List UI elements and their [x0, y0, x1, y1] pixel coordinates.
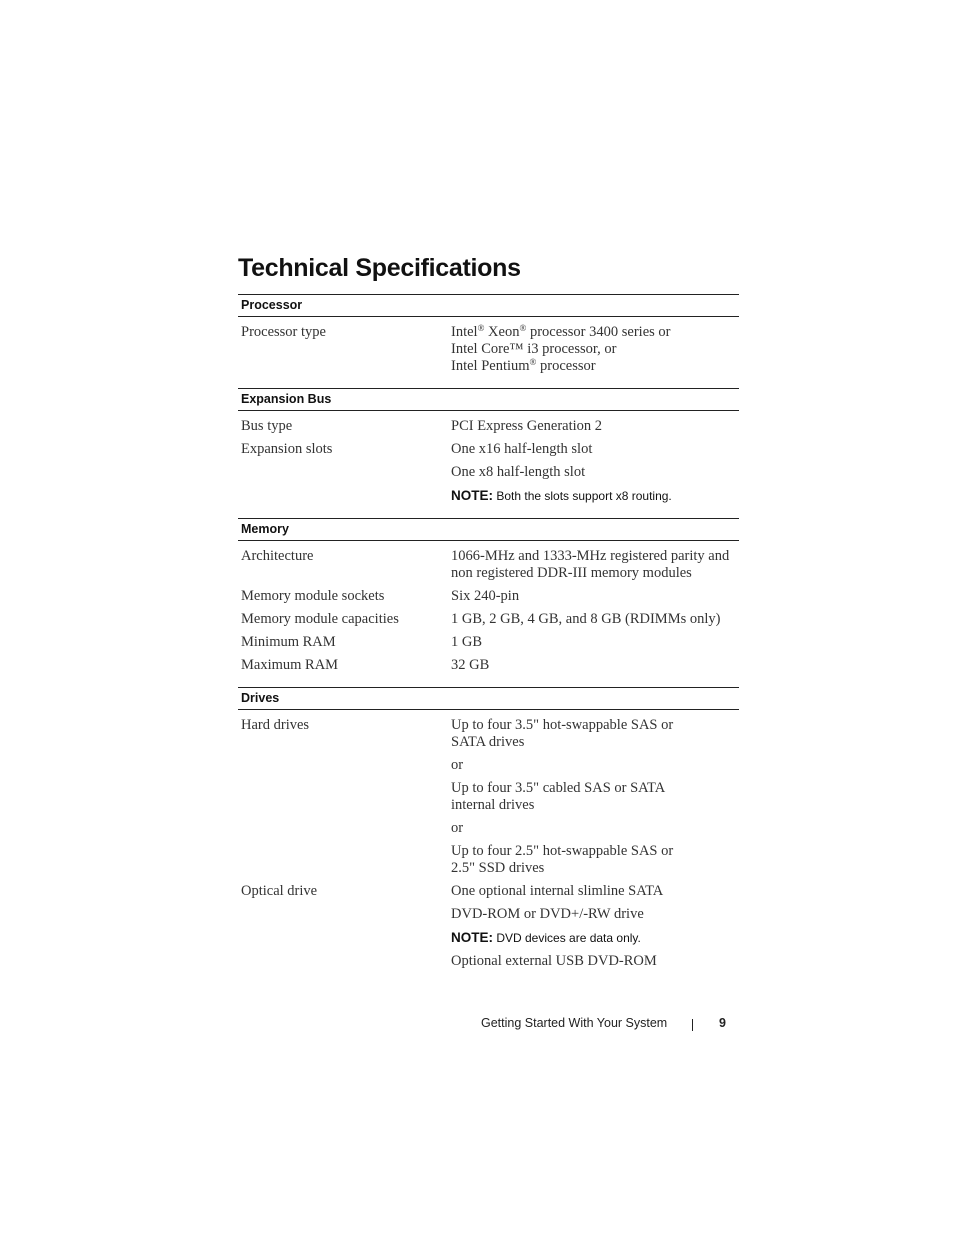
spec-values — [451, 318, 739, 375]
page-number: 9 — [719, 1016, 726, 1030]
spec-value: DVD-ROM or DVD+/-RW drive — [451, 906, 644, 922]
spec-row — [238, 628, 739, 651]
spec-value: Up to four 2.5" hot-swappable SAS or 2.5" SSD drives — [451, 843, 674, 876]
spec-value: PCI Express Generation 2 — [451, 418, 603, 434]
spec-values — [451, 412, 739, 435]
spec-value: Up to four 3.5" hot-swappable SAS or SATA drives — [451, 717, 674, 750]
note-label: NOTE: — [451, 930, 493, 945]
spec-values — [451, 542, 739, 582]
spec-section — [238, 388, 739, 505]
spec-label: Bus type — [241, 418, 293, 434]
section-rows — [238, 541, 739, 674]
spec-value: or — [451, 757, 464, 773]
spec-section — [238, 687, 739, 970]
spec-values — [451, 651, 739, 674]
spec-label: Minimum RAM — [241, 634, 336, 650]
spec-label: Processor type — [241, 324, 326, 340]
spec-values — [451, 877, 739, 970]
spec-value: 1 GB, 2 GB, 4 GB, and 8 GB (RDIMMs only) — [451, 611, 721, 627]
section-rows — [238, 411, 739, 505]
spec-label: Expansion slots — [241, 441, 333, 457]
footer-divider — [692, 1019, 693, 1031]
page-footer — [481, 1016, 726, 1030]
spec-value: Intel® Xeon® processor 3400 series or Intel Core™ i3 processor, or Intel Pentium® processor — [451, 323, 671, 374]
footer-text: Getting Started With Your System — [481, 1016, 668, 1030]
spec-label: Hard drives — [241, 717, 310, 733]
spec-section — [238, 294, 739, 375]
spec-label: Memory module capacities — [241, 611, 399, 627]
spec-row — [238, 651, 739, 674]
note-text: Both the slots support x8 routing. — [493, 489, 672, 503]
spec-value: 1 GB — [451, 634, 483, 650]
section-header: Processor — [238, 294, 739, 317]
note-text: DVD devices are data only. — [493, 931, 641, 945]
spec-row — [238, 542, 739, 582]
spec-value: One optional internal slimline SATA — [451, 883, 664, 899]
note-label: NOTE: — [451, 488, 493, 503]
spec-values — [451, 435, 739, 505]
spec-row — [238, 877, 739, 970]
spec-value: 1066-MHz and 1333-MHz registered parity and non registered DDR-III memory modules — [451, 548, 730, 581]
section-rows — [238, 317, 739, 375]
spec-values — [451, 628, 739, 651]
spec-values — [451, 711, 739, 877]
spec-row — [238, 435, 739, 505]
spec-value: Optional external USB DVD-ROM — [451, 953, 657, 969]
spec-row — [238, 582, 739, 605]
spec-label: Architecture — [241, 548, 314, 564]
spec-label: Memory module sockets — [241, 588, 385, 604]
note — [451, 929, 739, 947]
spec-value: One x8 half-length slot — [451, 464, 586, 480]
spec-value: Six 240-pin — [451, 588, 520, 604]
spec-label: Optical drive — [241, 883, 318, 899]
spec-values — [451, 582, 739, 605]
section-header: Expansion Bus — [238, 388, 739, 411]
spec-row — [238, 711, 739, 877]
spec-row — [238, 412, 739, 435]
note — [451, 487, 739, 505]
spec-section — [238, 518, 739, 674]
specifications-table — [238, 294, 739, 983]
section-header: Drives — [238, 687, 739, 710]
section-rows — [238, 710, 739, 970]
spec-value: Up to four 3.5" cabled SAS or SATA internal drives — [451, 780, 666, 813]
section-header: Memory — [238, 518, 739, 541]
spec-label: Maximum RAM — [241, 657, 339, 673]
spec-value: One x16 half-length slot — [451, 441, 593, 457]
spec-value: or — [451, 820, 464, 836]
spec-values — [451, 605, 739, 628]
page-title: Technical Specifications — [238, 254, 521, 282]
spec-value: 32 GB — [451, 657, 490, 673]
spec-row — [238, 318, 739, 375]
spec-row — [238, 605, 739, 628]
